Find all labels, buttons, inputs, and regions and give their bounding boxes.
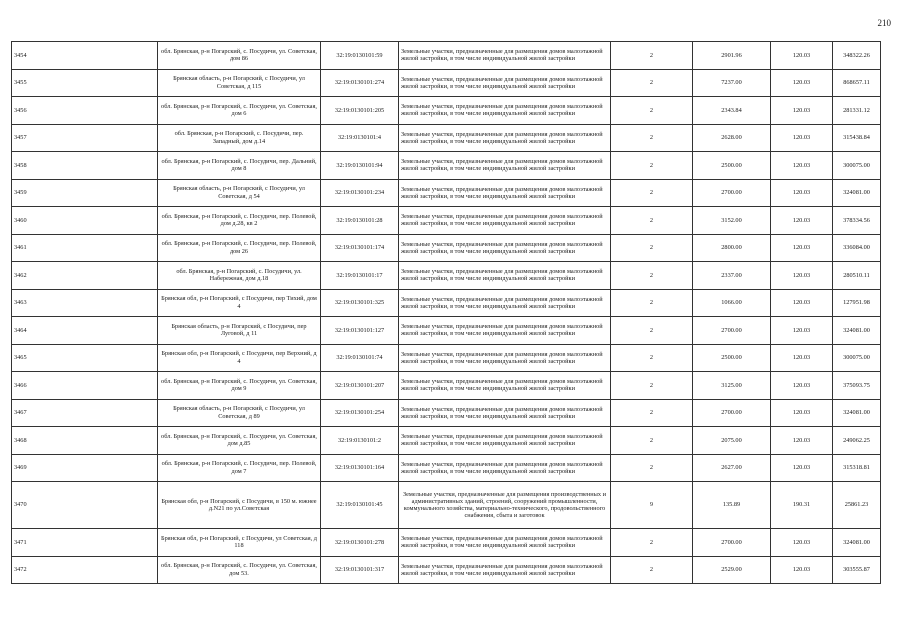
table-row [12, 556, 881, 584]
land-use-description-cell: Земельные участки, предназначенные для размещения домов малоэтажной жилой застройки, в том числе индивидуальной жилой застройки [399, 556, 611, 584]
address-cell: обл. Брянская, р-н Погарский, с. Посудичи, пер. Полевой, дом 26 [158, 234, 321, 262]
land-use-description-cell: Земельные участки, предназначенные для размещения домов малоэтажной жилой застройки, в том числе индивидуальной жилой застройки [399, 344, 611, 372]
land-use-description-cell: Земельные участки, предназначенные для размещения домов малоэтажной жилой застройки, в том числе индивидуальной жилой застройки [399, 234, 611, 262]
address-cell: Брянская область, р-н Погарский, с Посудичи, ул Советская, д 115 [158, 69, 321, 97]
row-number: 3463 [12, 289, 158, 317]
group-number-cell: 2 [611, 179, 693, 207]
area-cell: 2529.00 [693, 556, 771, 584]
address-cell: обл. Брянская, р-н Погарский, с. Посудичи, пер. Полевой, дом 7 [158, 454, 321, 482]
specific-value-cell: 120.03 [771, 427, 833, 455]
specific-value-cell: 120.03 [771, 372, 833, 400]
group-number-cell: 9 [611, 482, 693, 529]
land-use-description-cell: Земельные участки, предназначенные для размещения домов малоэтажной жилой застройки, в том числе индивидуальной жилой застройки [399, 152, 611, 180]
table-row [12, 179, 881, 207]
table-row [12, 124, 881, 152]
table-row [12, 344, 881, 372]
cadastral-number-cell: 32:19:0130101:174 [321, 234, 399, 262]
cadastral-number-cell: 32:19:0130101:164 [321, 454, 399, 482]
table-row [12, 454, 881, 482]
area-cell: 1066.00 [693, 289, 771, 317]
table-row [12, 529, 881, 557]
land-use-description-cell: Земельные участки, предназначенные для размещения домов малоэтажной жилой застройки, в том числе индивидуальной жилой застройки [399, 317, 611, 345]
specific-value-cell: 120.03 [771, 97, 833, 125]
land-use-description-cell: Земельные участки, предназначенные для размещения домов малоэтажной жилой застройки, в том числе индивидуальной жилой застройки [399, 207, 611, 235]
cadastral-value-cell: 300075.00 [833, 152, 881, 180]
row-number: 3454 [12, 42, 158, 70]
cadastral-number-cell: 32:19:0130101:234 [321, 179, 399, 207]
cadastral-number-cell: 32:19:0130101:207 [321, 372, 399, 400]
cadastral-value-cell: 300075.00 [833, 344, 881, 372]
table-row [12, 372, 881, 400]
table-row [12, 482, 881, 529]
land-use-description-cell: Земельные участки, предназначенные для размещения домов малоэтажной жилой застройки, в том числе индивидуальной жилой застройки [399, 69, 611, 97]
land-use-description-cell: Земельные участки, предназначенные для размещения домов малоэтажной жилой застройки, в том числе индивидуальной жилой застройки [399, 399, 611, 427]
row-number: 3466 [12, 372, 158, 400]
area-cell: 2700.00 [693, 317, 771, 345]
specific-value-cell: 120.03 [771, 69, 833, 97]
group-number-cell: 2 [611, 97, 693, 125]
area-cell: 2500.00 [693, 152, 771, 180]
area-cell: 2700.00 [693, 399, 771, 427]
cadastral-number-cell: 32:19:0130101:278 [321, 529, 399, 557]
area-cell: 7237.00 [693, 69, 771, 97]
group-number-cell: 2 [611, 234, 693, 262]
group-number-cell: 2 [611, 207, 693, 235]
specific-value-cell: 120.03 [771, 262, 833, 290]
specific-value-cell: 190.31 [771, 482, 833, 529]
specific-value-cell: 120.03 [771, 124, 833, 152]
area-cell: 2500.00 [693, 344, 771, 372]
group-number-cell: 2 [611, 42, 693, 70]
row-number: 3455 [12, 69, 158, 97]
address-cell: обл. Брянская, р-н Погарский, с. Посудичи, пер. Дальний, дом 8 [158, 152, 321, 180]
cadastral-register-table [11, 41, 881, 584]
table-row [12, 42, 881, 70]
cadastral-value-cell: 303555.87 [833, 556, 881, 584]
table-row [12, 399, 881, 427]
cadastral-value-cell: 375093.75 [833, 372, 881, 400]
cadastral-value-cell: 25861.23 [833, 482, 881, 529]
area-cell: 3152.00 [693, 207, 771, 235]
row-number: 3465 [12, 344, 158, 372]
address-cell: обл. Брянская, р-н Погарский, с. Посудичи, ул. Набережная, дом д.18 [158, 262, 321, 290]
specific-value-cell: 120.03 [771, 399, 833, 427]
table-row [12, 152, 881, 180]
land-use-description-cell: Земельные участки, предназначенные для размещения домов малоэтажной жилой застройки, в том числе индивидуальной жилой застройки [399, 454, 611, 482]
cadastral-value-cell: 315318.81 [833, 454, 881, 482]
address-cell: Брянская обл, р-н Погарский, с Посудичи, пер Верхний, д 4 [158, 344, 321, 372]
area-cell: 135.89 [693, 482, 771, 529]
cadastral-value-cell: 324081.00 [833, 529, 881, 557]
specific-value-cell: 120.03 [771, 234, 833, 262]
area-cell: 2628.00 [693, 124, 771, 152]
area-cell: 2700.00 [693, 179, 771, 207]
area-cell: 2627.00 [693, 454, 771, 482]
row-number: 3464 [12, 317, 158, 345]
cadastral-value-cell: 868657.11 [833, 69, 881, 97]
cadastral-value-cell: 249062.25 [833, 427, 881, 455]
table-row [12, 69, 881, 97]
land-use-description-cell: Земельные участки, предназначенные для размещения домов малоэтажной жилой застройки, в том числе индивидуальной жилой застройки [399, 289, 611, 317]
cadastral-number-cell: 32:19:0130101:94 [321, 152, 399, 180]
cadastral-number-cell: 32:19:0130101:205 [321, 97, 399, 125]
address-cell: Брянская область, р-н Погарский, с Посудичи, ул Советская, д 54 [158, 179, 321, 207]
address-cell: обл. Брянская, р-н Погарский, с. Посудичи, ул. Советская, дом 9 [158, 372, 321, 400]
table-row [12, 427, 881, 455]
group-number-cell: 2 [611, 529, 693, 557]
cadastral-value-cell: 324081.00 [833, 179, 881, 207]
address-cell: Брянская обл, р-н Погарский, с Посудичи, пер Тихий, дом 4 [158, 289, 321, 317]
cadastral-value-cell: 378334.56 [833, 207, 881, 235]
register-body [12, 42, 881, 584]
cadastral-number-cell: 32:19:0130101:317 [321, 556, 399, 584]
row-number: 3458 [12, 152, 158, 180]
group-number-cell: 2 [611, 124, 693, 152]
cadastral-number-cell: 32:19:0130101:74 [321, 344, 399, 372]
cadastral-number-cell: 32:19:0130101:4 [321, 124, 399, 152]
specific-value-cell: 120.03 [771, 529, 833, 557]
cadastral-number-cell: 32:19:0130101:59 [321, 42, 399, 70]
area-cell: 2343.84 [693, 97, 771, 125]
cadastral-number-cell: 32:19:0130101:28 [321, 207, 399, 235]
cadastral-number-cell: 32:19:0130101:325 [321, 289, 399, 317]
land-use-description-cell: Земельные участки, предназначенные для размещения домов малоэтажной жилой застройки, в том числе индивидуальной жилой застройки [399, 372, 611, 400]
specific-value-cell: 120.03 [771, 317, 833, 345]
cadastral-number-cell: 32:19:0130101:274 [321, 69, 399, 97]
land-use-description-cell: Земельные участки, предназначенные для размещения домов малоэтажной жилой застройки, в том числе индивидуальной жилой застройки [399, 262, 611, 290]
specific-value-cell: 120.03 [771, 454, 833, 482]
group-number-cell: 2 [611, 289, 693, 317]
table-row [12, 317, 881, 345]
group-number-cell: 2 [611, 152, 693, 180]
specific-value-cell: 120.03 [771, 207, 833, 235]
group-number-cell: 2 [611, 454, 693, 482]
row-number: 3470 [12, 482, 158, 529]
cadastral-value-cell: 348322.26 [833, 42, 881, 70]
address-cell: Брянская область, р-н Погарский, с Посудичи, пер Луговой, д 11 [158, 317, 321, 345]
land-use-description-cell: Земельные участки, предназначенные для размещения домов малоэтажной жилой застройки, в том числе индивидуальной жилой застройки [399, 42, 611, 70]
row-number: 3456 [12, 97, 158, 125]
row-number: 3467 [12, 399, 158, 427]
group-number-cell: 2 [611, 69, 693, 97]
group-number-cell: 2 [611, 556, 693, 584]
table-row [12, 97, 881, 125]
row-number: 3459 [12, 179, 158, 207]
specific-value-cell: 120.03 [771, 152, 833, 180]
cadastral-number-cell: 32:19:0130101:17 [321, 262, 399, 290]
address-cell: обл. Брянская, р-н Погарский, с. Посудичи, пер. Полевой, дом д.28, кв 2 [158, 207, 321, 235]
specific-value-cell: 120.03 [771, 344, 833, 372]
row-number: 3462 [12, 262, 158, 290]
cadastral-number-cell: 32:19:0130101:2 [321, 427, 399, 455]
land-use-description-cell: Земельные участки, предназначенные для размещения домов малоэтажной жилой застройки, в том числе индивидуальной жилой застройки [399, 179, 611, 207]
area-cell: 2901.96 [693, 42, 771, 70]
address-cell: Брянская обл, р-н Погарский, с Посудичи, ул Советская, д 118 [158, 529, 321, 557]
table-row [12, 289, 881, 317]
row-number: 3469 [12, 454, 158, 482]
specific-value-cell: 120.03 [771, 556, 833, 584]
cadastral-value-cell: 281331.12 [833, 97, 881, 125]
cadastral-value-cell: 127951.98 [833, 289, 881, 317]
cadastral-value-cell: 324081.00 [833, 317, 881, 345]
row-number: 3460 [12, 207, 158, 235]
area-cell: 3125.00 [693, 372, 771, 400]
group-number-cell: 2 [611, 372, 693, 400]
address-cell: обл. Брянская, р-н Погарский, с. Посудичи, ул. Советская, дом 6 [158, 97, 321, 125]
land-use-description-cell: Земельные участки, предназначенные для размещения производственных и административных зданий, строений, сооружений промышленности, коммунального хозяйства, материально-технического, продовольственного снабжения, сбыта и заготовок [399, 482, 611, 529]
cadastral-number-cell: 32:19:0130101:45 [321, 482, 399, 529]
row-number: 3471 [12, 529, 158, 557]
cadastral-number-cell: 32:19:0130101:254 [321, 399, 399, 427]
group-number-cell: 2 [611, 317, 693, 345]
row-number: 3472 [12, 556, 158, 584]
area-cell: 2700.00 [693, 529, 771, 557]
area-cell: 2800.00 [693, 234, 771, 262]
cadastral-value-cell: 324081.00 [833, 399, 881, 427]
table-row [12, 207, 881, 235]
cadastral-number-cell: 32:19:0130101:127 [321, 317, 399, 345]
land-use-description-cell: Земельные участки, предназначенные для размещения домов малоэтажной жилой застройки, в том числе индивидуальной жилой застройки [399, 427, 611, 455]
address-cell: обл. Брянская, р-н Погарский, с. Посудичи, пер. Западный, дом д.14 [158, 124, 321, 152]
address-cell: Брянская область, р-н Погарский, с Посудичи, ул Советская, д 89 [158, 399, 321, 427]
group-number-cell: 2 [611, 427, 693, 455]
cadastral-value-cell: 315438.84 [833, 124, 881, 152]
page-number: 210 [877, 18, 891, 28]
group-number-cell: 2 [611, 262, 693, 290]
row-number: 3457 [12, 124, 158, 152]
group-number-cell: 2 [611, 344, 693, 372]
specific-value-cell: 120.03 [771, 42, 833, 70]
land-use-description-cell: Земельные участки, предназначенные для размещения домов малоэтажной жилой застройки, в том числе индивидуальной жилой застройки [399, 97, 611, 125]
land-use-description-cell: Земельные участки, предназначенные для размещения домов малоэтажной жилой застройки, в том числе индивидуальной жилой застройки [399, 124, 611, 152]
group-number-cell: 2 [611, 399, 693, 427]
row-number: 3468 [12, 427, 158, 455]
address-cell: обл. Брянская, р-н Погарский, с. Посудичи, ул. Советская, дом 86 [158, 42, 321, 70]
area-cell: 2075.00 [693, 427, 771, 455]
specific-value-cell: 120.03 [771, 289, 833, 317]
address-cell: обл. Брянская, р-н Погарский, с. Посудичи, ул. Советская, дом д.85 [158, 427, 321, 455]
table-row [12, 262, 881, 290]
table-row [12, 234, 881, 262]
address-cell: обл. Брянская, р-н Погарский, с. Посудичи, ул. Советская, дом 53. [158, 556, 321, 584]
cadastral-value-cell: 280510.11 [833, 262, 881, 290]
specific-value-cell: 120.03 [771, 179, 833, 207]
land-use-description-cell: Земельные участки, предназначенные для размещения домов малоэтажной жилой застройки, в том числе индивидуальной жилой застройки [399, 529, 611, 557]
address-cell: Брянская обл, р-н Погарский, с Посудичи, в 150 м. южнее д.N21 по ул.Советская [158, 482, 321, 529]
area-cell: 2337.00 [693, 262, 771, 290]
row-number: 3461 [12, 234, 158, 262]
cadastral-value-cell: 336084.00 [833, 234, 881, 262]
